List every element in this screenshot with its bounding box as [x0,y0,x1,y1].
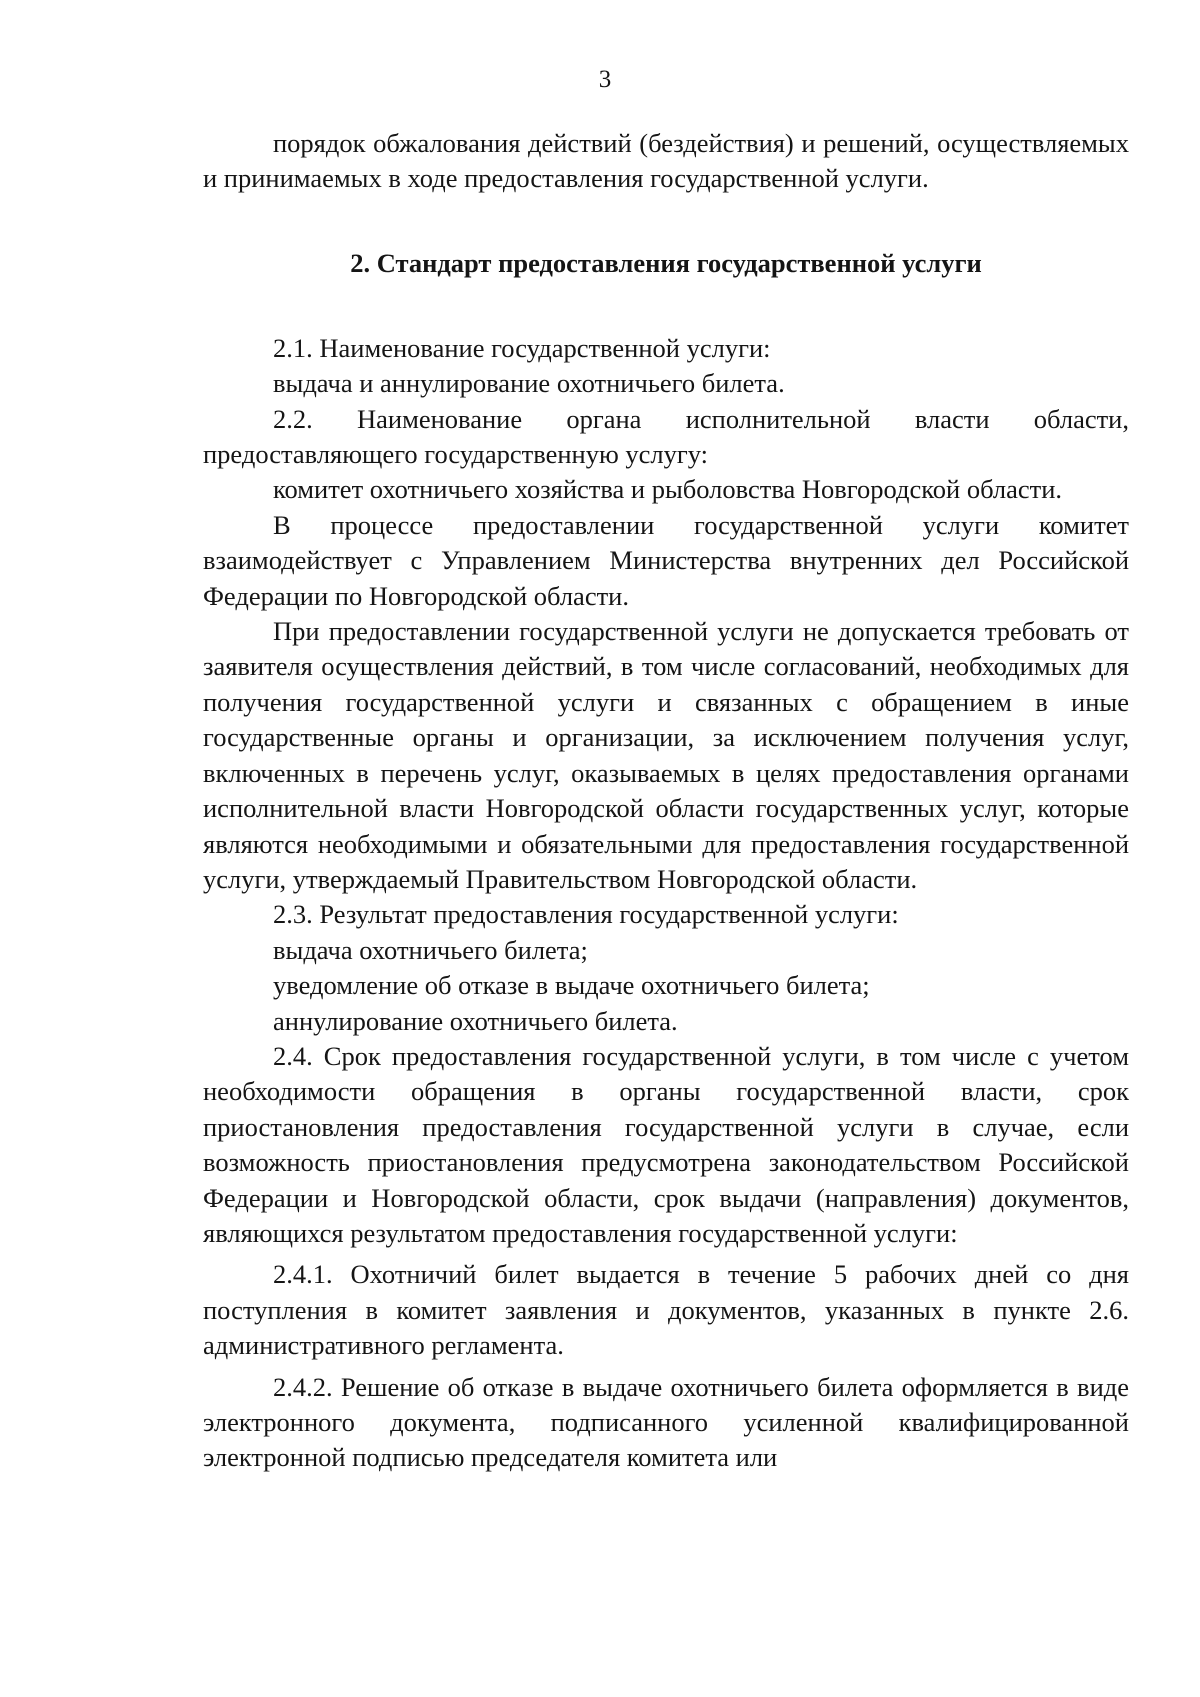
document-body [203,126,1129,1476]
page-number: 3 [598,66,612,93]
paragraph-2-2-value: комитет охотничьего хозяйства и рыболовства Новгородской области. [273,474,1063,505]
paragraph-prohibition: При предоставлении государственной услуги не допускается требовать от заявителя осуществления действий, в том числе согласований, необходимых для получения государственной услуги и связанных с обращением в иные государственные органы и организации, за исключением получения услуг, включенных в перечень услуг, оказываемых в целях предоставления органами исполнительной власти Новгородской области государственных услуг, которые являются необходимыми и обязательными для предоставления государственной услуги, утверждаемый Правительством Новгородской области. [203,616,1129,894]
paragraph-interaction: В процессе предоставлении государственной услуги комитет взаимодействует с Управлением Министерства внутренних дел Российской Федерации по Новгородской области. [203,509,1129,611]
paragraph-2-3: 2.3. Результат предоставления государственной услуги: [273,899,899,930]
paragraph-2-4-2: 2.4.2. Решение об отказе в выдаче охотничьего билета оформляется в виде электронного документа, подписанного усиленной квалифицированной электронной подписью председателя комитета или [203,1371,1129,1473]
paragraph-2-1-value: выдача и аннулирование охотничьего билета. [273,368,785,399]
paragraph-2-1: 2.1. Наименование государственной услуги: [273,332,771,363]
paragraph-result-cancel: аннулирование охотничьего билета. [273,1005,678,1036]
paragraph-result-issue: выдача охотничьего билета; [273,934,588,965]
paragraph-2-4: 2.4. Срок предоставления государственной услуги, в том числе с учетом необходимости обращения в органы государственной власти, срок приостановления предоставления государственной услуги в случае, если возможность приостановления предусмотрена законодательством Российской Федерации и Новгородской области, срок выдачи (направления) документов, являющихся результатом предоставления государственной услуги: [203,1040,1129,1248]
paragraph-2-2: 2.2. Наименование органа исполнительной власти области, предоставляющего государственную услугу: [203,403,1129,470]
intro-paragraph: порядок обжалования действий (бездействия) и решений, осуществляемых и принимаемых в ходе предоставления государственной услуги. [203,128,1129,194]
paragraph-result-refusal: уведомление об отказе в выдаче охотничьего билета; [273,970,870,1001]
section-heading: 2. Стандарт предоставления государственной услуги [350,247,982,278]
paragraph-2-4-1: 2.4.1. Охотничий билет выдается в течение 5 рабочих дней со дня поступления в комитет заявления и документов, указанных в пункте 2.6. административного регламента. [203,1259,1129,1361]
